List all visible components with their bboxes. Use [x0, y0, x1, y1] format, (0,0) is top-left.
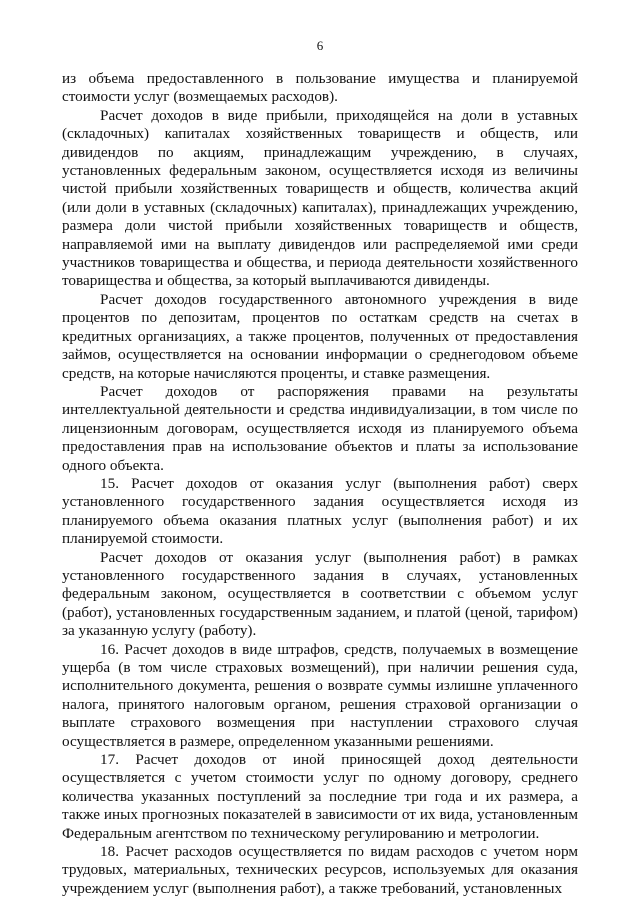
paragraph-state-assignment: Расчет доходов от оказания услуг (выполнения работ) в рамках установленного государственного задания в случаях, установленных федеральным законом, осуществляется в соответствии с объемом услуг (работ), установленных государственным заданием, и платой (ценой, тарифом) за указанную услугу (работу).	[62, 548, 578, 640]
paragraph-continued: из объема предоставленного в пользование имущества и планируемой стоимости услуг (возмещаемых расходов).	[62, 70, 578, 106]
paragraph-dividends: Расчет доходов в виде прибыли, приходящейся на доли в уставных (складочных) капиталах хозяйственных товариществ и обществ, или дивидендов по акциям, принадлежащим учреждению, в случаях, установленных федеральным законом, осуществляется исходя из величины чистой прибыли хозяйственных товариществ и обществ, количества акций (или доли в уставных (складочных) капиталах), принадлежащих учреждению, размера доли чистой прибыли хозяйственных товариществ и обществ, направляемой ими на выплату дивидендов или распределяемой ими среди участников товарищества и общества, и периода деятельности хозяйственного товарищества и общества, за который выплачиваются дивиденды.	[62, 106, 578, 290]
document-body	[62, 70, 578, 898]
paragraph-item-15: 15. Расчет доходов от оказания услуг (выполнения работ) сверх установленного государственного задания осуществляется исходя из планируемого объема оказания платных услуг (выполнения работ) и их планируемой стоимости.	[62, 474, 578, 548]
paragraph-intellectual-property: Расчет доходов от распоряжения правами на результаты интеллектуальной деятельности и средства индивидуализации, в том числе по лицензионным договорам, осуществляется исходя из планируемого объема предоставления прав на использование объектов и платы за использование одного объекта.	[62, 382, 578, 474]
paragraph-item-17: 17. Расчет доходов от иной приносящей доход деятельности осуществляется с учетом стоимости услуг по одному договору, среднего количества указанных поступлений за последние три года и их размера, а также иных прогнозных показателей в зависимости от их вида, установленным Федеральным агентством по техническому регулированию и метрологии.	[62, 751, 578, 842]
paragraph-item-18: 18. Расчет расходов осуществляется по видам расходов с учетом норм трудовых, материальных, технических ресурсов, используемых для оказания учреждением услуг (выполнения работ), а также требований, установленных	[62, 843, 578, 897]
paragraph-interest: Расчет доходов государственного автономного учреждения в виде процентов по депозитам, процентов по остаткам средств на счетах в кредитных организациях, а также процентов, полученных от предоставления займов, осуществляется на основании информации о среднегодовом объеме средств, на которые начисляются проценты, и ставке размещения.	[62, 290, 578, 382]
paragraph-item-16: 16. Расчет доходов в виде штрафов, средств, получаемых в возмещение ущерба (в том числе страховых возмещений), при наличии решения суда, исполнительного документа, решения о возврате суммы излишне уплаченного налога, принятого налоговым органом, решения страховой организации о выплате страхового возмещения при наступлении страхового случая осуществляется в размере, определенном указанными решениями.	[62, 640, 578, 750]
page-number: 6	[316, 38, 324, 53]
